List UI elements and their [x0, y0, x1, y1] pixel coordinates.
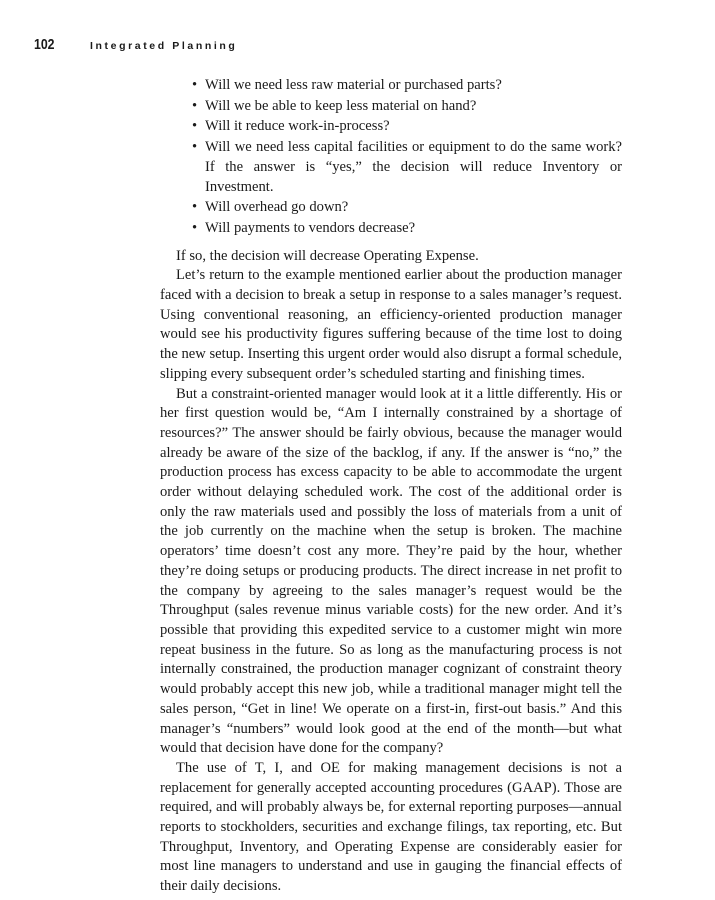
- paragraph: Let’s return to the example mentioned earlier about the production manager faced with a decision to break a setup in response to a sales manager’s request. Using conventional reasoning, an efficiency-oriented production manager would see his productivity figures suffering because of the time lost to doing the new setup. Inserting this urgent order would also disrupt a formal schedule, slipping every subsequent order’s scheduled starting and finishing times.: [160, 267, 622, 382]
- page-header: [34, 36, 237, 53]
- list-item: • Will payments to vendors decrease?: [160, 219, 622, 239]
- page-number: 102: [34, 36, 55, 53]
- paragraph: If so, the decision will decrease Operating Expense.: [176, 247, 479, 264]
- paragraph: But a constraint-oriented manager would look at it a little differently. His or her first question would be, “Am I internally constrained by a shortage of resources?” The answer should be fairly obvious, because the manager would already be aware of the size of the backlog, if any. If the answer is “no,” the production process has excess capacity to be able to accommodate the urgent order without delaying scheduled work. The cost of the additional order is only the raw materials used and possibly the loss of materials from a unit of the job currently on the machine when the setup is broken. The machine operators’ time doesn’t cost any more. They’re paid by the hour, whether they’re doing setups or producing products. The direct increase in net profit to the company by agreeing to the sales manager’s request would be the Throughput (sales revenue minus variable costs) for the new order. And it’s possible that providing this expedited service to a customer might win more repeat business in the future. So as long as the manufacturing process is not internally constrained, the production manager cognizant of constraint theory would probably accept this new job, while a traditional manager might tell the sales person, “Get in line! We operate on a first-in, first-out basis.” And this manager’s “numbers” would look good at the end of the month—but what would that decision have done for the company?: [160, 385, 622, 757]
- body-text: [160, 76, 622, 897]
- paragraph: The use of T, I, and OE for making management decisions is not a replacement for generally accepted accounting procedures (GAAP). Those are required, and will probably always be, for external reporting purposes—annual reports to stockholders, securities and exchange filings, tax reporting, etc. But Throughput, Inventory, and Operating Expense are considerably easier for most line managers to understand and use in gauging the financial effects of their daily decisions.: [160, 759, 622, 895]
- running-head: Integrated Planning: [90, 40, 238, 52]
- question-list: [160, 76, 622, 239]
- list-item: • Will it reduce work-in-process?: [160, 117, 622, 137]
- list-item: • Will we be able to keep less material on hand?: [160, 97, 622, 117]
- list-item: • Will we need less capital facilities or equipment to do the same work? If the answer is “yes,” the decision will reduce Inventory or Investment.: [160, 138, 622, 197]
- list-item: • Will overhead go down?: [160, 198, 622, 218]
- list-item: • Will we need less raw material or purchased parts?: [160, 76, 622, 96]
